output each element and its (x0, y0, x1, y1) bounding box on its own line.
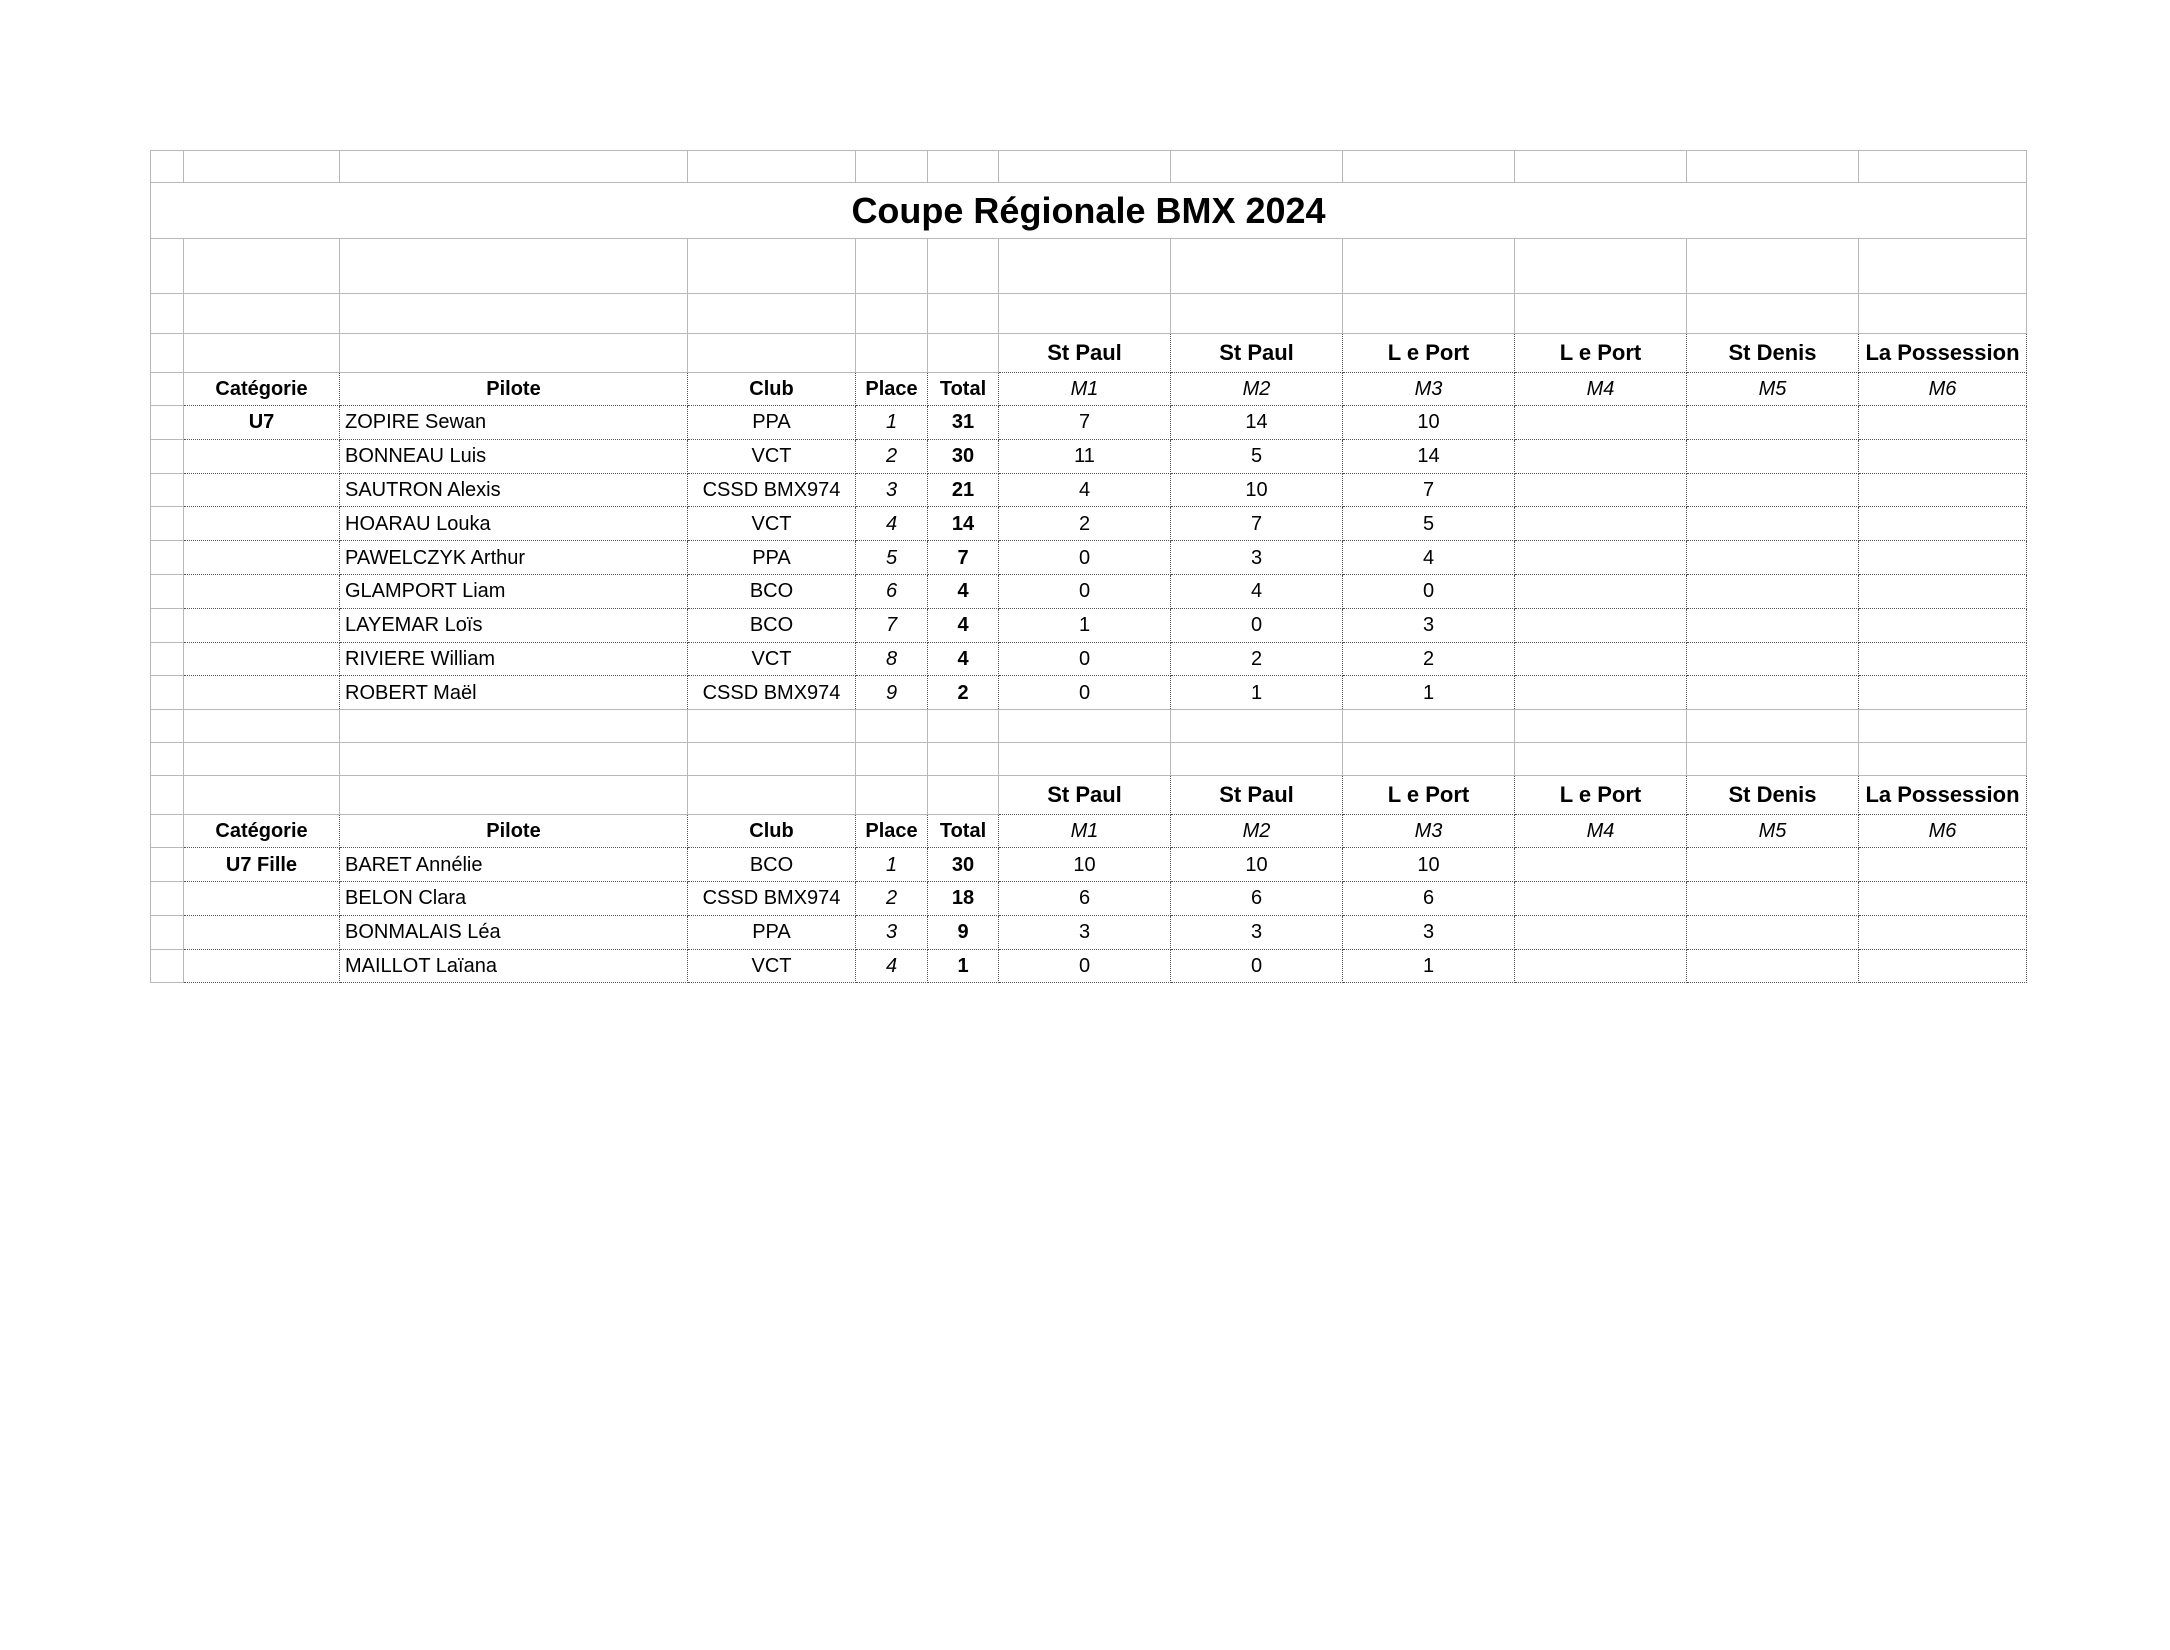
header-categorie: Catégorie (184, 815, 340, 848)
manche-score-cell (1687, 608, 1859, 642)
header-manche: M3 (1343, 373, 1515, 406)
header-total: Total (928, 815, 999, 848)
manche-score-cell: 10 (999, 848, 1171, 882)
pilote-cell: PAWELCZYK Arthur (340, 541, 688, 575)
manche-score-cell (1859, 406, 2027, 440)
manche-score-cell: 11 (999, 439, 1171, 473)
header-manche: M2 (1171, 815, 1343, 848)
club-cell: BCO (688, 608, 856, 642)
empty-cell[interactable] (1687, 710, 1859, 743)
empty-cell[interactable] (1687, 239, 1859, 294)
header-pilote: Pilote (340, 373, 688, 406)
manche-score-cell (1859, 848, 2027, 882)
empty-cell[interactable] (151, 541, 184, 575)
header-categorie: Catégorie (184, 373, 340, 406)
manche-score-cell (1859, 507, 2027, 541)
table-row (151, 915, 2027, 949)
empty-cell[interactable] (1859, 294, 2027, 334)
manche-score-cell (1687, 406, 1859, 440)
total-cell: 31 (928, 406, 999, 440)
empty-cell[interactable] (999, 151, 1171, 183)
pilote-cell: BONNEAU Luis (340, 439, 688, 473)
manche-score-cell (1515, 406, 1687, 440)
manche-score-cell: 4 (1171, 574, 1343, 608)
manche-score-cell (1687, 473, 1859, 507)
empty-cell[interactable] (999, 710, 1171, 743)
manche-score-cell (1515, 473, 1687, 507)
empty-cell[interactable] (151, 776, 184, 815)
empty-cell[interactable] (340, 743, 688, 776)
place-cell: 2 (856, 881, 928, 915)
header-manche: M3 (1343, 815, 1515, 848)
place-cell: 2 (856, 439, 928, 473)
venue-header: St Paul (999, 334, 1171, 373)
empty-cell[interactable] (184, 151, 340, 183)
empty-cell[interactable] (1171, 239, 1343, 294)
header-club: Club (688, 815, 856, 848)
venue-header: L e Port (1515, 334, 1687, 373)
manche-score-cell: 2 (999, 507, 1171, 541)
empty-cell[interactable] (1859, 151, 2027, 183)
empty-cell[interactable] (928, 334, 999, 373)
empty-cell[interactable] (1687, 294, 1859, 334)
venue-header: L e Port (1515, 776, 1687, 815)
manche-score-cell: 0 (999, 642, 1171, 676)
empty-cell[interactable] (856, 334, 928, 373)
empty-cell[interactable] (151, 815, 184, 848)
empty-cell[interactable] (151, 743, 184, 776)
empty-cell[interactable] (340, 239, 688, 294)
pilote-cell: SAUTRON Alexis (340, 473, 688, 507)
venue-header: La Possession (1859, 776, 2027, 815)
pilote-cell: BONMALAIS Léa (340, 915, 688, 949)
manche-score-cell (1687, 848, 1859, 882)
manche-score-cell: 0 (999, 949, 1171, 983)
manche-score-cell: 0 (1171, 608, 1343, 642)
empty-cell[interactable] (151, 574, 184, 608)
empty-cell[interactable] (184, 710, 340, 743)
place-cell: 1 (856, 406, 928, 440)
pilote-cell: BELON Clara (340, 881, 688, 915)
empty-cell[interactable] (1859, 743, 2027, 776)
place-cell: 7 (856, 608, 928, 642)
manche-score-cell: 10 (1171, 473, 1343, 507)
column-header-row (151, 373, 2027, 406)
table-row (151, 642, 2027, 676)
category-cell (184, 507, 340, 541)
pilote-cell: RIVIERE William (340, 642, 688, 676)
empty-cell[interactable] (1859, 239, 2027, 294)
club-cell: PPA (688, 541, 856, 575)
empty-cell[interactable] (1687, 743, 1859, 776)
empty-cell[interactable] (688, 151, 856, 183)
empty-cell[interactable] (1171, 151, 1343, 183)
manche-score-cell (1515, 676, 1687, 710)
manche-score-cell: 6 (1343, 881, 1515, 915)
manche-score-cell (1515, 507, 1687, 541)
club-cell: VCT (688, 949, 856, 983)
manche-score-cell (1515, 949, 1687, 983)
empty-cell[interactable] (151, 949, 184, 983)
empty-cell[interactable] (856, 743, 928, 776)
empty-cell[interactable] (184, 334, 340, 373)
category-cell (184, 881, 340, 915)
manche-score-cell: 3 (1171, 915, 1343, 949)
manche-score-cell (1687, 507, 1859, 541)
place-cell: 9 (856, 676, 928, 710)
empty-row (151, 239, 2027, 294)
empty-cell[interactable] (928, 239, 999, 294)
manche-score-cell (1859, 439, 2027, 473)
manche-score-cell: 10 (1343, 406, 1515, 440)
manche-score-cell (1859, 608, 2027, 642)
manche-score-cell (1515, 541, 1687, 575)
manche-score-cell (1687, 915, 1859, 949)
category-cell (184, 676, 340, 710)
empty-cell[interactable] (1171, 710, 1343, 743)
header-manche: M6 (1859, 373, 2027, 406)
empty-row (151, 743, 2027, 776)
venue-header: St Paul (1171, 334, 1343, 373)
manche-score-cell (1515, 881, 1687, 915)
empty-cell[interactable] (151, 151, 184, 183)
empty-cell[interactable] (856, 710, 928, 743)
empty-cell[interactable] (151, 881, 184, 915)
total-cell: 30 (928, 848, 999, 882)
empty-cell[interactable] (151, 473, 184, 507)
empty-cell[interactable] (928, 294, 999, 334)
category-cell (184, 574, 340, 608)
club-cell: BCO (688, 574, 856, 608)
venue-header: St Denis (1687, 334, 1859, 373)
manche-score-cell: 3 (1343, 915, 1515, 949)
sheet-title: Coupe Régionale BMX 2024 (151, 183, 2027, 239)
table-row (151, 608, 2027, 642)
total-cell: 21 (928, 473, 999, 507)
manche-score-cell: 1 (1171, 676, 1343, 710)
empty-cell[interactable] (1343, 239, 1515, 294)
manche-score-cell (1515, 574, 1687, 608)
manche-score-cell: 1 (1343, 949, 1515, 983)
manche-score-cell: 7 (999, 406, 1171, 440)
empty-cell[interactable] (151, 294, 184, 334)
place-cell: 3 (856, 473, 928, 507)
table-row (151, 541, 2027, 575)
empty-cell[interactable] (340, 294, 688, 334)
empty-cell[interactable] (340, 710, 688, 743)
empty-cell[interactable] (151, 676, 184, 710)
manche-score-cell: 7 (1343, 473, 1515, 507)
place-cell: 4 (856, 507, 928, 541)
empty-cell[interactable] (151, 373, 184, 406)
total-cell: 1 (928, 949, 999, 983)
header-manche: M4 (1515, 373, 1687, 406)
header-pilote: Pilote (340, 815, 688, 848)
empty-cell[interactable] (184, 239, 340, 294)
manche-score-cell (1859, 541, 2027, 575)
empty-cell[interactable] (999, 294, 1171, 334)
manche-score-cell: 0 (999, 676, 1171, 710)
manche-score-cell (1859, 473, 2027, 507)
empty-cell[interactable] (340, 334, 688, 373)
place-cell: 3 (856, 915, 928, 949)
pilote-cell: BARET Annélie (340, 848, 688, 882)
pilote-cell: ROBERT Maël (340, 676, 688, 710)
empty-cell[interactable] (151, 710, 184, 743)
manche-score-cell: 4 (1343, 541, 1515, 575)
manche-score-cell: 6 (999, 881, 1171, 915)
header-manche: M1 (999, 815, 1171, 848)
place-cell: 6 (856, 574, 928, 608)
manche-score-cell: 4 (999, 473, 1171, 507)
empty-cell[interactable] (340, 151, 688, 183)
empty-row (151, 294, 2027, 334)
manche-score-cell (1515, 608, 1687, 642)
empty-cell[interactable] (856, 294, 928, 334)
pilote-cell: ZOPIRE Sewan (340, 406, 688, 440)
empty-cell[interactable] (928, 151, 999, 183)
total-cell: 4 (928, 574, 999, 608)
empty-cell[interactable] (151, 507, 184, 541)
column-header-row (151, 815, 2027, 848)
title-row (151, 183, 2027, 239)
pilote-cell: HOARAU Louka (340, 507, 688, 541)
empty-cell[interactable] (151, 239, 184, 294)
manche-score-cell: 0 (1171, 949, 1343, 983)
manche-score-cell (1687, 676, 1859, 710)
manche-score-cell (1515, 915, 1687, 949)
empty-cell[interactable] (1343, 710, 1515, 743)
place-cell: 1 (856, 848, 928, 882)
empty-cell[interactable] (688, 776, 856, 815)
manche-score-cell (1687, 881, 1859, 915)
total-cell: 4 (928, 608, 999, 642)
manche-score-cell: 1 (999, 608, 1171, 642)
category-cell (184, 439, 340, 473)
table-row (151, 507, 2027, 541)
manche-score-cell: 2 (1343, 642, 1515, 676)
header-manche: M1 (999, 373, 1171, 406)
manche-score-cell (1859, 642, 2027, 676)
manche-score-cell (1859, 676, 2027, 710)
empty-cell[interactable] (151, 848, 184, 882)
empty-cell[interactable] (184, 776, 340, 815)
category-cell (184, 541, 340, 575)
total-cell: 4 (928, 642, 999, 676)
table-row (151, 949, 2027, 983)
table-row (151, 881, 2027, 915)
empty-cell[interactable] (1515, 743, 1687, 776)
manche-score-cell (1687, 574, 1859, 608)
empty-cell[interactable] (928, 710, 999, 743)
place-cell: 4 (856, 949, 928, 983)
club-cell: CSSD BMX974 (688, 676, 856, 710)
table-row (151, 406, 2027, 440)
manche-score-cell: 6 (1171, 881, 1343, 915)
club-cell: CSSD BMX974 (688, 881, 856, 915)
manche-score-cell: 14 (1171, 406, 1343, 440)
empty-cell[interactable] (151, 608, 184, 642)
manche-score-cell: 0 (999, 574, 1171, 608)
empty-cell[interactable] (151, 406, 184, 440)
venue-header: L e Port (1343, 776, 1515, 815)
empty-cell[interactable] (1343, 743, 1515, 776)
empty-row (151, 710, 2027, 743)
table-row (151, 473, 2027, 507)
pilote-cell: MAILLOT Laïana (340, 949, 688, 983)
empty-cell[interactable] (1515, 239, 1687, 294)
total-cell: 2 (928, 676, 999, 710)
header-place: Place (856, 815, 928, 848)
empty-cell[interactable] (1515, 151, 1687, 183)
category-cell: U7 (184, 406, 340, 440)
header-manche: M5 (1687, 373, 1859, 406)
manche-score-cell (1687, 949, 1859, 983)
empty-cell[interactable] (688, 239, 856, 294)
manche-score-cell (1515, 642, 1687, 676)
manche-score-cell (1687, 439, 1859, 473)
table-row (151, 848, 2027, 882)
empty-cell[interactable] (1171, 743, 1343, 776)
empty-cell[interactable] (151, 439, 184, 473)
empty-cell[interactable] (856, 151, 928, 183)
manche-score-cell (1687, 541, 1859, 575)
total-cell: 9 (928, 915, 999, 949)
venue-header: L e Port (1343, 334, 1515, 373)
empty-cell[interactable] (1515, 710, 1687, 743)
empty-cell[interactable] (340, 776, 688, 815)
empty-cell[interactable] (856, 239, 928, 294)
category-cell (184, 473, 340, 507)
category-cell (184, 642, 340, 676)
category-cell (184, 949, 340, 983)
manche-score-cell: 2 (1171, 642, 1343, 676)
category-cell (184, 608, 340, 642)
manche-score-cell (1859, 574, 2027, 608)
venue-row (151, 334, 2027, 373)
manche-score-cell: 5 (1343, 507, 1515, 541)
empty-cell[interactable] (688, 294, 856, 334)
manche-score-cell: 0 (999, 541, 1171, 575)
club-cell: VCT (688, 507, 856, 541)
manche-score-cell (1859, 881, 2027, 915)
header-total: Total (928, 373, 999, 406)
total-cell: 14 (928, 507, 999, 541)
category-cell (184, 915, 340, 949)
empty-cell[interactable] (151, 915, 184, 949)
manche-score-cell (1515, 848, 1687, 882)
empty-cell[interactable] (1343, 294, 1515, 334)
venue-row (151, 776, 2027, 815)
empty-cell[interactable] (928, 776, 999, 815)
club-cell: PPA (688, 915, 856, 949)
header-manche: M6 (1859, 815, 2027, 848)
venue-header: St Denis (1687, 776, 1859, 815)
header-club: Club (688, 373, 856, 406)
empty-cell[interactable] (151, 642, 184, 676)
header-manche: M4 (1515, 815, 1687, 848)
manche-score-cell: 10 (1343, 848, 1515, 882)
pilote-cell: GLAMPORT Liam (340, 574, 688, 608)
manche-score-cell: 5 (1171, 439, 1343, 473)
manche-score-cell (1687, 642, 1859, 676)
empty-cell[interactable] (1343, 151, 1515, 183)
total-cell: 18 (928, 881, 999, 915)
empty-cell[interactable] (999, 743, 1171, 776)
manche-score-cell: 10 (1171, 848, 1343, 882)
table-row (151, 676, 2027, 710)
header-manche: M2 (1171, 373, 1343, 406)
table-row (151, 574, 2027, 608)
empty-cell[interactable] (688, 743, 856, 776)
manche-score-cell: 14 (1343, 439, 1515, 473)
empty-cell[interactable] (999, 239, 1171, 294)
manche-score-cell: 7 (1171, 507, 1343, 541)
manche-score-cell: 0 (1343, 574, 1515, 608)
empty-cell[interactable] (151, 334, 184, 373)
category-cell: U7 Fille (184, 848, 340, 882)
empty-cell[interactable] (928, 743, 999, 776)
header-manche: M5 (1687, 815, 1859, 848)
club-cell: VCT (688, 439, 856, 473)
manche-score-cell (1515, 439, 1687, 473)
place-cell: 8 (856, 642, 928, 676)
empty-cell[interactable] (184, 294, 340, 334)
venue-header: La Possession (1859, 334, 2027, 373)
empty-cell[interactable] (1515, 294, 1687, 334)
empty-cell[interactable] (184, 743, 340, 776)
manche-score-cell (1859, 915, 2027, 949)
manche-score-cell: 3 (1343, 608, 1515, 642)
total-cell: 7 (928, 541, 999, 575)
empty-cell[interactable] (1687, 151, 1859, 183)
total-cell: 30 (928, 439, 999, 473)
empty-cell[interactable] (856, 776, 928, 815)
empty-cell[interactable] (1171, 294, 1343, 334)
empty-cell[interactable] (688, 334, 856, 373)
club-cell: BCO (688, 848, 856, 882)
manche-score-cell (1859, 949, 2027, 983)
manche-score-cell: 1 (1343, 676, 1515, 710)
header-place: Place (856, 373, 928, 406)
manche-score-cell: 3 (999, 915, 1171, 949)
club-cell: VCT (688, 642, 856, 676)
manche-score-cell: 3 (1171, 541, 1343, 575)
results-sheet (150, 150, 2027, 983)
empty-cell[interactable] (1859, 710, 2027, 743)
place-cell: 5 (856, 541, 928, 575)
empty-row (151, 151, 2027, 183)
table-row (151, 439, 2027, 473)
pilote-cell: LAYEMAR Loïs (340, 608, 688, 642)
club-cell: CSSD BMX974 (688, 473, 856, 507)
club-cell: PPA (688, 406, 856, 440)
venue-header: St Paul (1171, 776, 1343, 815)
venue-header: St Paul (999, 776, 1171, 815)
empty-cell[interactable] (688, 710, 856, 743)
